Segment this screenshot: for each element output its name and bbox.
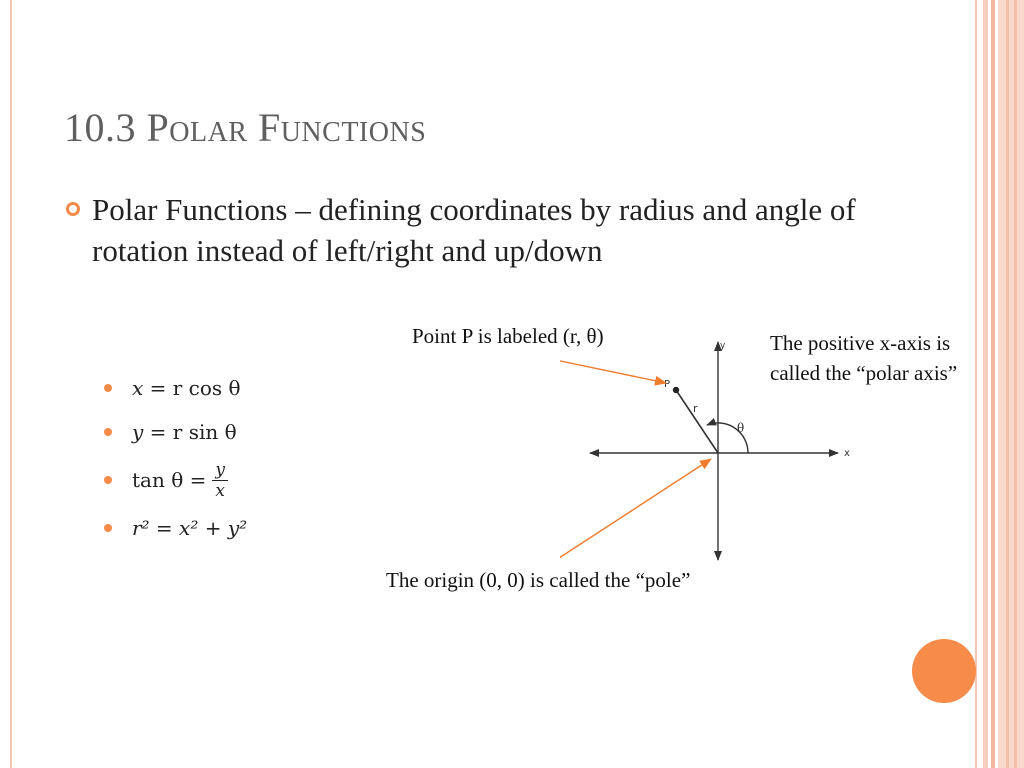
- label-r: r: [693, 402, 698, 415]
- bullet-ring-icon: [66, 202, 80, 216]
- equation-lhs: y: [132, 420, 144, 444]
- bullet-dot-icon: [104, 524, 112, 532]
- decor-stripe: [983, 0, 988, 768]
- polar-axis-annotation: The positive x-axis is called the “polar axis”: [770, 331, 958, 385]
- bullet-dot-icon: [104, 476, 112, 484]
- label-x: x: [844, 448, 850, 459]
- equation-lhs: tan θ =: [132, 468, 207, 492]
- equation-rhs: = r sin θ: [149, 420, 237, 444]
- equation-list: [104, 366, 247, 550]
- radius-line: [676, 390, 718, 453]
- decor-stripe: [1006, 0, 1009, 768]
- pole-arrow: [560, 459, 711, 560]
- equation-text: r² = x² + y²: [132, 516, 248, 540]
- fraction-numerator: y: [212, 460, 228, 481]
- pole-annotation: The origin (0, 0) is called the “pole”: [386, 568, 691, 592]
- equation-tan: [104, 454, 247, 506]
- equation-y: [104, 410, 247, 454]
- equation-lhs: x: [132, 376, 144, 400]
- equation-pythagorean: [104, 506, 247, 550]
- equation-x: [104, 366, 247, 410]
- decor-circle: [912, 639, 976, 703]
- decor-stripe: [991, 0, 995, 768]
- label-y: y: [720, 341, 726, 351]
- bullet-dot-icon: [104, 428, 112, 436]
- point-p: [673, 387, 679, 393]
- decor-stripe: [998, 0, 1024, 768]
- bullet-dot-icon: [104, 384, 112, 392]
- polar-diagram: [560, 320, 980, 580]
- point-p-arrow: [560, 358, 666, 383]
- equation-rhs: = r cos θ: [149, 376, 241, 400]
- slide-title: 10.3 Polar Functions: [64, 105, 427, 150]
- main-bullet-text: Polar Functions – defining coordinates by radius and angle of rotation instead of left/right and up/down: [92, 192, 856, 268]
- label-p: P: [664, 379, 671, 390]
- label-theta: θ: [737, 421, 745, 435]
- fraction: [212, 460, 228, 501]
- point-p-annotation: Point P is labeled (r, θ): [412, 324, 604, 348]
- decor-stripe: [1014, 0, 1017, 768]
- fraction-denominator: x: [215, 480, 225, 501]
